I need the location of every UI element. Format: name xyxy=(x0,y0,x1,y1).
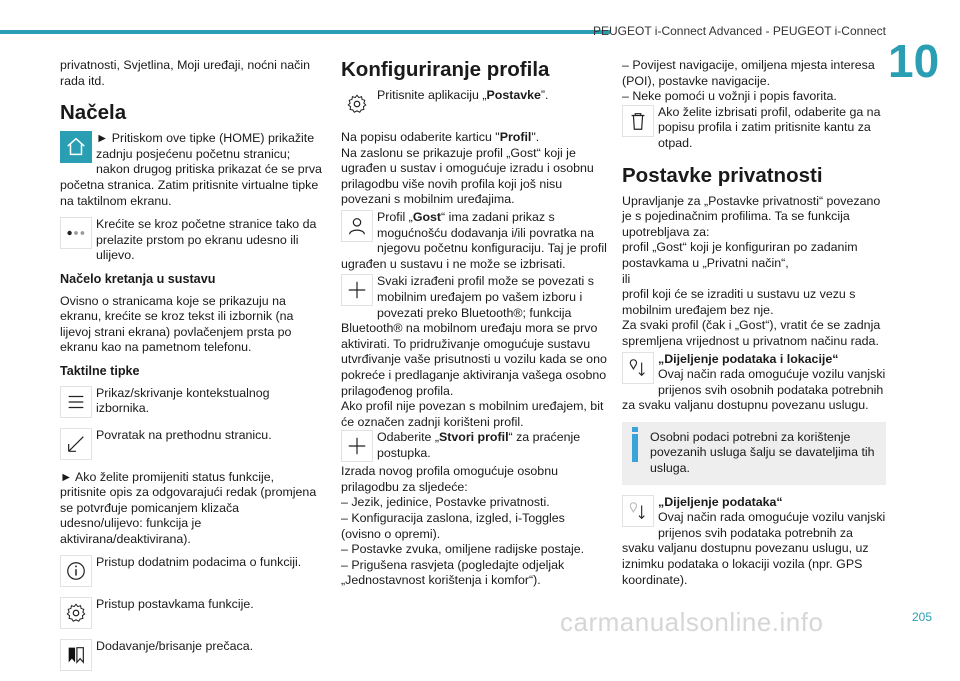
share-location-entry xyxy=(622,352,886,414)
page-number: 205 xyxy=(911,610,932,624)
share-data-entry xyxy=(622,495,886,589)
settings-entry xyxy=(60,597,322,631)
privacy-text-3: ili xyxy=(622,271,631,286)
gear-icon xyxy=(341,88,373,120)
tab-post: ". xyxy=(531,130,540,144)
list-item: – Postavke zvuka, omiljene radijske postaje. xyxy=(341,542,585,557)
gear-bold: Postavke xyxy=(486,88,541,102)
create-list-intro: Izrada novog profila omogućuje osobnu prilagodbu za sljedeće: xyxy=(341,464,558,494)
home-entry xyxy=(60,131,322,209)
settings-text: Pristup postavkama funkcije. xyxy=(96,597,254,612)
create-pre: Odaberite „ xyxy=(377,430,439,445)
back-entry xyxy=(60,428,322,462)
plus-entry-1 xyxy=(341,274,607,399)
trash-icon xyxy=(622,105,654,137)
list-item: – Neke pomoći u vožnji i popis favorita. xyxy=(622,89,837,104)
header-title: PEUGEOT i-Connect Advanced - PEUGEOT i-Connect xyxy=(592,24,886,38)
create-post: “ za praćenje postupka. xyxy=(377,430,581,460)
list-item: – Jezik, jedinice, Postavke privatnosti. xyxy=(341,495,550,510)
share1-text: Ovaj način rada omogućuje vozilu vanjski prijenos svih osobnih podataka potrebnih za svaku valjanu dostupnu povezanu uslugu. xyxy=(622,367,886,413)
last-profile-text: Ako profil nije povezan s mobilnim uređajem, bit će označen zadnji korišteni profil. xyxy=(341,399,604,429)
column-3 xyxy=(622,58,886,596)
gear-pre: Pritisnite aplikaciju „ xyxy=(377,88,487,102)
screen-text: Na zaslonu se prikazuje profil „Gost“ koji je ugrađen u sustav i omogućuje izradu i osobnu prilagodbu više novih profila koji još nisu povezani s mobilnim uređajima. xyxy=(341,145,594,207)
tab-bold: Profil xyxy=(499,130,532,144)
guest-entry xyxy=(341,210,607,272)
gear-entry xyxy=(341,88,607,122)
bookmark-text: Dodavanje/brisanje prečaca. xyxy=(96,639,254,654)
column-2 xyxy=(341,58,607,589)
create-bold: Stvori profil xyxy=(438,430,509,445)
info-i-icon xyxy=(632,434,638,462)
privacy-text-4: profil koji će se izraditi u sustavu uz vezu s mobilnim uređajem bez nje. xyxy=(622,287,856,317)
plus-icon xyxy=(341,274,373,306)
info-icon xyxy=(60,555,92,587)
share2-title: „Dijeljenje podataka“ xyxy=(658,494,783,509)
dots-text: Krećite se kroz početne stranice tako da prelazite prstom po ekranu udesno ili ulijevo. xyxy=(96,217,317,263)
delete-entry xyxy=(622,105,886,152)
privacy-text-1: Upravljanje za „Postavke privatnosti“ povezano je s pojedinačnim profilima. Ta se funkcija upotrebljava za: xyxy=(622,193,881,239)
column-1 xyxy=(60,58,322,681)
delete-text: Ako želite izbrisati profil, odaberite ga na popisu profila i zatim pritisnite kantu za otpad. xyxy=(658,104,881,150)
plus1-text: Svaki izrađeni profil može se povezati s mobilnim uređajem po vašem izboru i povezati preko Bluetooth®; funkcija Bluetooth® na mobilnom uređaju mora se prvo aktivirati. To pridruživanje omogućuje sustavu utvrđivanje vaše prisutnosti u vozilu kada se ono pokreće i predlaganje aktiviranja vašega osobno prilagođenog profila. xyxy=(341,274,607,398)
heading-privatnost: Postavke privatnosti xyxy=(622,163,823,187)
heading-taktilne: Taktilne tipke xyxy=(60,363,140,378)
home-icon xyxy=(60,131,92,163)
info-note-text: Osobni podaci potrebni za korištenje povezanih usluga šalju se davateljima tih usluga. xyxy=(650,429,875,476)
page-dots-icon xyxy=(60,217,92,249)
back-text: Povratak na prethodnu stranicu. xyxy=(96,427,272,442)
heading-nacela: Načela xyxy=(60,101,127,125)
plus-icon xyxy=(341,430,373,462)
kretanje-text: Ovisno o stranicama koje se prikazuju na ekranu, krećite se kroz tekst ili izbornik (na lijevoj strani ekrana) povlačenjem prsta po ekranu kao na pametnom telefonu. xyxy=(60,293,294,355)
guest-post: “ ima zadani prikaz s mogućnošću dodavanja i/ili povratka na njegovu početnu konfiguraciju. Taj je profil ugrađen u sustavu i ne može se izbrisati. xyxy=(341,209,607,271)
share1-title: „Dijeljenje podataka i lokacije“ xyxy=(658,351,839,366)
chapter-number: 10 xyxy=(888,35,940,87)
info-note xyxy=(622,422,886,485)
list-item: – Konfiguracija zaslona, izgled, i-Toggles (ovisno o opremi). xyxy=(341,511,565,541)
status-text: ► Ako želite promijeniti status funkcije, pritisnite opis za odgovarajući redak (promjena se potvrđuje pomicanjem klizača udesno/ulijevo: funkcija je aktivirana/deaktivirana). xyxy=(60,469,317,546)
gear-post: ”. xyxy=(540,88,549,102)
create-entry xyxy=(341,430,607,464)
bookmark-icon xyxy=(60,639,92,671)
bookmark-entry xyxy=(60,639,322,673)
info-entry xyxy=(60,555,322,589)
share2-text: Ovaj način rada omogućuje vozilu vanjski prijenos svih podataka potrebnih za svaku valjanu dostupnu povezanu uslugu, uz iznimku podataka o lokaciji vozila (npr. GPS koordinate). xyxy=(622,510,886,587)
heading-kretanje: Načelo kretanja u sustavu xyxy=(60,271,216,286)
guest-bold: Gost xyxy=(412,209,442,224)
watermark: carmanualsonline.info xyxy=(560,607,824,637)
tab-pre: Na popisu odaberite karticu " xyxy=(341,130,500,144)
share-data-icon xyxy=(622,495,654,527)
intro-text: privatnosti, Svjetlina, Moji uređaji, noćni način rada itd. xyxy=(60,58,311,88)
list-item: – Prigušena rasvjeta (pogledajte odjeljak „Jednostavnost korištenja i komfor“). xyxy=(341,557,565,588)
share-location-icon xyxy=(622,352,654,384)
list-item: – Povijest navigacije, omiljena mjesta interesa (POI), postavke navigacije. xyxy=(622,58,875,88)
guest-pre: Profil „ xyxy=(377,209,413,224)
privacy-text-5: Za svaki profil (čak i „Gost“), vratit će se zadnja spremljena vrijednost u privatnom načinu rada. xyxy=(622,318,881,348)
menu-entry xyxy=(60,386,322,420)
menu-icon xyxy=(60,386,92,418)
privacy-text-2: profil „Gost“ koji je konfiguriran po zadanim postavkama u „Privatni način“, xyxy=(622,240,858,270)
menu-text: Prikaz/skrivanje kontekstualnog izbornika. xyxy=(96,385,270,416)
info-text: Pristup dodatnim podacima o funkciji. xyxy=(96,555,302,570)
dots-entry xyxy=(60,217,322,264)
user-icon xyxy=(341,210,373,242)
gear-icon xyxy=(60,597,92,629)
back-arrow-icon xyxy=(60,428,92,460)
tab-line xyxy=(341,130,607,146)
heading-konfiguriranje: Konfiguriranje profila xyxy=(341,58,550,81)
header-bar xyxy=(0,30,610,34)
home-text: ► Pritiskom ove tipke (HOME) prikažite zadnju posjećenu početnu stranicu; nakon drugog pritiska prikazat će se prva početna stranica. Zatim pritisnite virtualne tipke na taktilnom ekranu. xyxy=(60,131,322,208)
